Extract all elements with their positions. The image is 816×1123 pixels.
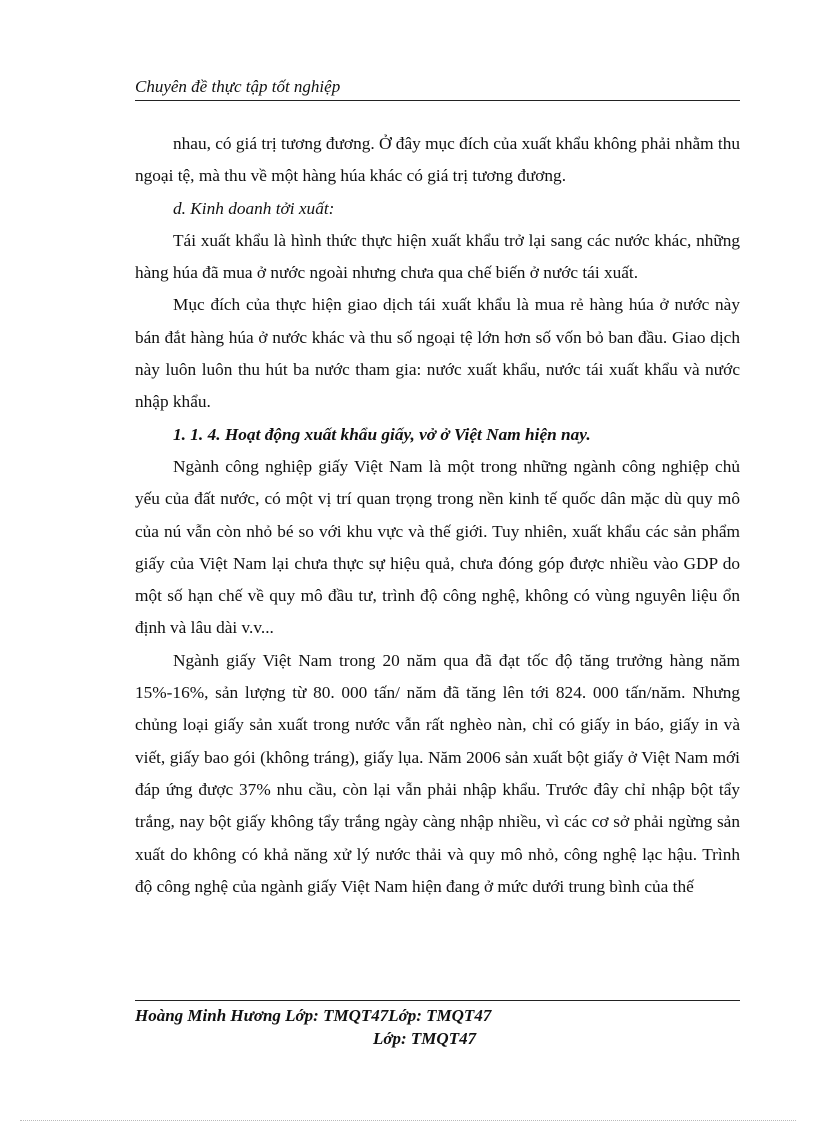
footer-divider [135,1000,740,1001]
section-heading: 1. 1. 4. Hoạt động xuất khẩu giấy, vở ở Việt Nam hiện nay. [173,424,591,444]
page-edge-divider [20,1120,796,1121]
paragraph: nhau, có giá trị tương đương. Ở đây mục đích của xuất khẩu không phải nhằm thu ngoại tệ, mà thu về một hàng húa khác có giá trị tương đương. [135,134,740,186]
paragraph: Ngành giấy Việt Nam trong 20 năm qua đã đạt tốc độ tăng trưởng hàng năm 15%-16%, sản lượng từ 80. 000 tấn/ năm đã tăng lên tới 824. 000 tấn/năm. Nhưng chủng loại giấy sản xuất trong nước vẫn rất nghèo nàn, chỉ có giấy in báo, giấy in và viết, giấy bao gói (không tráng), giấy lụa. Năm 2006 sản xuất bột giấy ở Việt Nam mới đáp ứng được 37% nhu cầu, còn lại vẫn phải nhập khẩu. Trước đây chỉ nhập bột tẩy trắng, nay bột giấy không tẩy trắng ngày càng nhập nhiều, vì các cơ sở phải ngừng sản xuất do không có khả năng xử lý nước thải và quy mô nhỏ, công nghệ lạc hậu. Trình độ công nghệ của ngành giấy Việt Nam hiện đang ở mức dưới trung bình của thế [135,650,740,896]
paragraph: Tái xuất khẩu là hình thức thực hiện xuất khẩu trở lại sang các nước khác, những hàng húa đã mua ở nước ngoài nhưng chưa qua chế biến ở nước tái xuất. [135,230,740,283]
paragraph: Ngành công nghiệp giấy Việt Nam là một trong những ngành công nghiệp chủ yếu của đất nước, có một vị trí quan trọng trong nền kinh tế quốc dân mặc dù quy mô của nú vẫn còn nhỏ bé so với khu vực và thế giới. Tuy nhiên, xuất khẩu các sản phẩm giấy của Việt Nam lại chưa thực sự hiệu quả, chưa đóng góp được nhiều vào GDP do một số hạn chế về quy mô đầu tư, trình độ công nghệ, không có vùng nguyên liệu ổn định và lâu dài v.v... [135,456,740,638]
subsection-title: d. Kinh doanh tởi xuất: [173,198,335,218]
footer-line-2: Lớp: TMQT47 [373,1029,477,1048]
page-footer [135,1004,740,1050]
paragraph: Mục đích của thực hiện giao dịch tái xuất khẩu là mua rẻ hàng húa ở nước này bán đắt hàng húa ở nước khác và thu số ngoại tệ lớn hơn số vốn bỏ ban đầu. Giao dịch này luôn luôn thu hút ba nước tham gia: nước xuất khẩu, nước tái xuất khẩu và nước nhập khẩu. [135,295,740,412]
header-title: Chuyên đề thực tập tốt nghiệp [135,77,341,96]
page-header [135,74,740,101]
footer-line-1: Hoàng Minh Hương Lớp: TMQT47Lớp: TMQT47 [135,1006,492,1025]
document-body [135,128,740,903]
